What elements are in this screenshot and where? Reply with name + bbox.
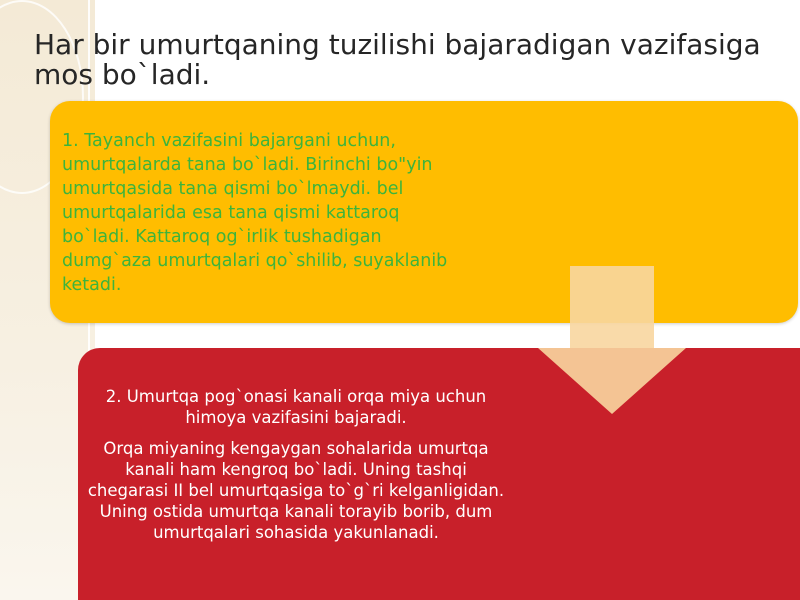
step-2-text: [86, 386, 506, 553]
step-2-paragraph-1: 2. Umurtqa pog`onasi kanali orqa miya uchun himoya vazifasini bajaradi.: [105, 387, 487, 427]
down-arrow-icon: [538, 266, 686, 414]
step-2-box: [78, 348, 800, 600]
slide-title: Har bir umurtqaning tuzilishi bajaradigan vazifasiga mos bo`ladi.: [34, 28, 761, 91]
step-1-text: 1. Tayanch vazifasini bajargani uchun, umurtqalarda tana bo`ladi. Birinchi bo"yin umurtqasida tana qismi bo`lmaydi. bel umurtqalarida esa tana qismi kattaroq bo`ladi. Kattaroq og`irlik tushadigan dumg`aza umurtqalari qo`shilib, suyaklanib ketadi.: [62, 131, 448, 295]
step-2-paragraph-2: Orqa miyaning kengaygan sohalarida umurtqa kanali ham kengroq bo`ladi. Uning tashqi chegarasi II bel umurtqasiga to`g`ri kelganligidan. Uning ostida umurtqa kanali torayib borib, dum umurtqalari sohasida yakunlanadi.: [87, 439, 505, 542]
